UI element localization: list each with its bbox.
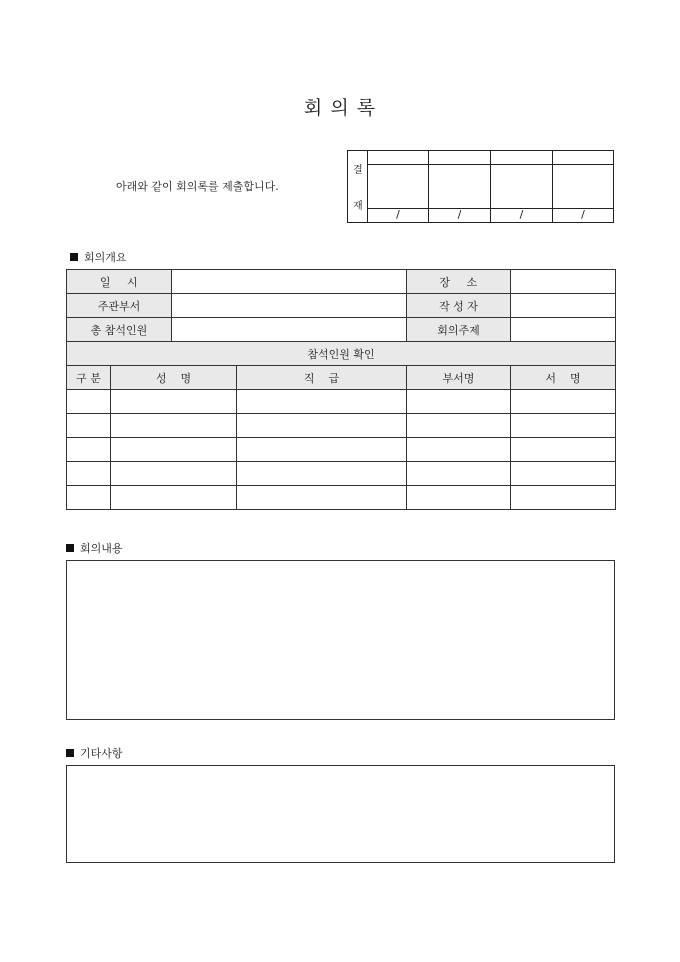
topic-label: 회의주제 — [407, 318, 511, 342]
attendee-cell[interactable] — [67, 414, 111, 438]
column-header: 구 분 — [67, 366, 111, 390]
section-heading-text: 기타사항 — [80, 747, 123, 760]
column-header: 직 급 — [237, 366, 407, 390]
section-heading-other — [66, 745, 123, 761]
attendee-cell[interactable] — [511, 486, 616, 510]
attendee-cell[interactable] — [407, 462, 511, 486]
square-bullet-icon — [70, 253, 78, 261]
attendee-cell[interactable] — [111, 462, 237, 486]
attendee-cell[interactable] — [237, 486, 407, 510]
attendee-row — [67, 486, 616, 510]
square-bullet-icon — [66, 749, 74, 757]
attendee-cell[interactable] — [511, 438, 616, 462]
attendee-row — [67, 414, 616, 438]
dept-label: 주관부서 — [67, 294, 172, 318]
attendee-cell[interactable] — [67, 390, 111, 414]
attendee-cell[interactable] — [511, 462, 616, 486]
attendee-confirm-header: 참석인원 확인 — [67, 342, 616, 366]
approval-label-top: 결 — [353, 165, 363, 176]
attendee-row — [67, 390, 616, 414]
submit-statement: 아래와 같이 회의록를 제출합니다. — [116, 180, 279, 193]
date-label: 일 시 — [67, 270, 172, 294]
topic-field[interactable] — [511, 318, 616, 342]
column-header: 성 명 — [111, 366, 237, 390]
approval-slot-3[interactable] — [490, 151, 552, 222]
attendee-cell[interactable] — [237, 462, 407, 486]
date-field[interactable] — [172, 270, 407, 294]
column-header: 서 명 — [511, 366, 616, 390]
approval-slot-1[interactable] — [367, 151, 428, 222]
approval-date-slash: / — [519, 208, 524, 221]
section-heading-text: 회의내용 — [80, 542, 123, 555]
attendee-row — [67, 462, 616, 486]
section-heading-content — [66, 540, 123, 556]
attendee-cell[interactable] — [237, 390, 407, 414]
approval-box — [347, 150, 614, 223]
overview-table — [66, 269, 616, 510]
approval-date-slash: / — [457, 208, 462, 221]
attendee-cell[interactable] — [237, 438, 407, 462]
attendee-cell[interactable] — [111, 414, 237, 438]
square-bullet-icon — [66, 544, 74, 552]
approval-date-slash: / — [396, 208, 400, 221]
writer-label: 작 성 자 — [407, 294, 511, 318]
attendee-cell[interactable] — [67, 438, 111, 462]
writer-field[interactable] — [511, 294, 616, 318]
attendee-cell[interactable] — [67, 486, 111, 510]
attendee-cell[interactable] — [111, 486, 237, 510]
attendee-cell[interactable] — [407, 390, 511, 414]
other-notes-area[interactable] — [66, 765, 615, 863]
approval-slot-4[interactable] — [552, 151, 613, 222]
attendee-cell[interactable] — [511, 414, 616, 438]
attendee-cell[interactable] — [111, 438, 237, 462]
approval-label — [348, 151, 368, 222]
attendees-field[interactable] — [172, 318, 407, 342]
section-heading-overview — [70, 249, 127, 265]
dept-field[interactable] — [172, 294, 407, 318]
attendee-cell[interactable] — [237, 414, 407, 438]
place-field[interactable] — [511, 270, 616, 294]
attendees-label: 총 참석인원 — [67, 318, 172, 342]
attendee-cell[interactable] — [407, 438, 511, 462]
document-title: 회 의 록 — [303, 97, 377, 119]
column-header: 부서명 — [407, 366, 511, 390]
approval-label-bottom: 재 — [353, 201, 363, 212]
attendee-cell[interactable] — [511, 390, 616, 414]
attendee-row — [67, 438, 616, 462]
place-label: 장 소 — [407, 270, 511, 294]
section-heading-text: 회의개요 — [84, 251, 127, 264]
approval-date-slash: / — [581, 208, 585, 221]
attendee-cell[interactable] — [67, 462, 111, 486]
attendee-cell[interactable] — [407, 486, 511, 510]
attendee-cell[interactable] — [407, 414, 511, 438]
meeting-content-area[interactable] — [66, 560, 615, 720]
approval-slot-2[interactable] — [428, 151, 490, 222]
attendee-cell[interactable] — [111, 390, 237, 414]
